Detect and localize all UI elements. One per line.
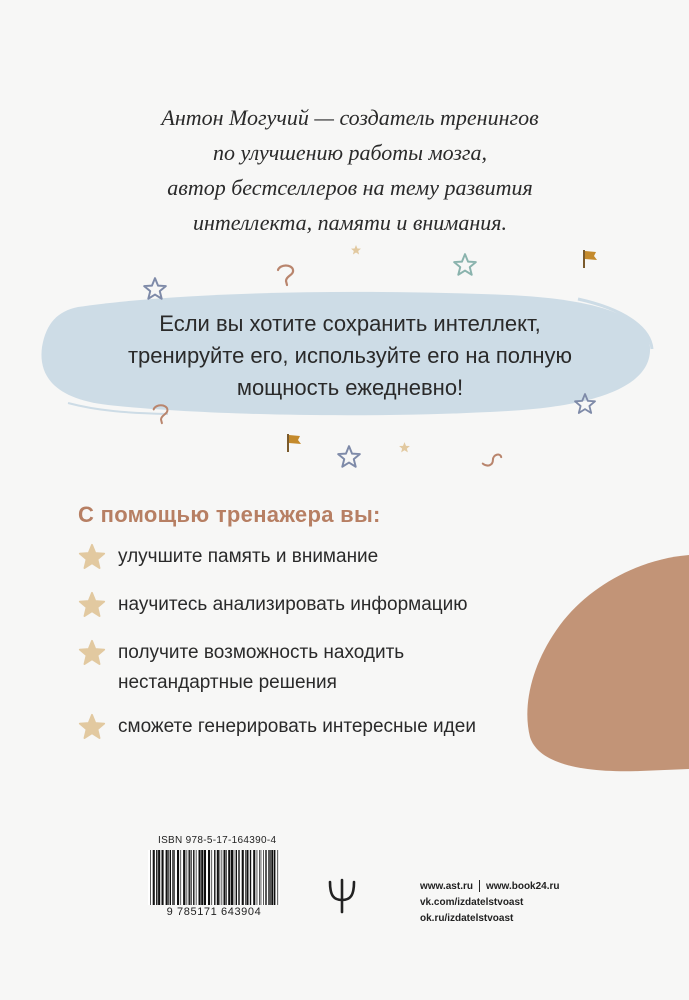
barcode-bar [158,850,160,905]
barcode-bar [217,850,219,905]
barcode-bar [168,850,169,905]
barcode-bar [170,850,171,905]
swirl-icon [274,262,298,288]
barcode-bar [269,850,270,905]
barcode-bar [268,850,269,905]
quote-line: тренируйте его, используйте его на полную [127,343,572,368]
barcode-bar [271,850,273,905]
swirl-icon [480,448,504,470]
flag-icon [580,248,600,270]
flag-icon [284,432,304,454]
divider [479,880,480,892]
barcode-bar [222,850,223,905]
barcode-bar [208,850,210,905]
barcode-bar [204,850,206,905]
benefit-text: сможете генерировать интересные идеи [118,716,476,737]
author-bio-line: по улучшению работы мозга, [212,140,487,165]
star-icon [336,444,362,470]
barcode-bar [238,850,239,905]
barcode-bar [196,850,197,905]
barcode-bar [153,850,155,905]
author-bio [70,100,630,240]
barcode-bar [259,850,260,905]
quote-line: Если вы хотите сохранить интеллект, [159,311,541,336]
barcode-bar [162,850,164,905]
barcode-bar [214,850,215,905]
barcode-bar [201,850,203,905]
barcode-bar [174,850,175,905]
barcode-bar [188,850,189,905]
star-icon [78,639,106,667]
quote [60,308,640,404]
barcode [148,850,280,905]
barcode-bar [199,850,201,905]
barcode-bar [236,850,237,905]
barcode-bar [220,850,221,905]
barcode-bar [150,850,151,905]
barcode-bar [186,850,187,905]
barcode-bar [183,850,185,905]
barcode-bar [224,850,226,905]
barcode-bar [263,850,264,905]
star-icon [142,276,168,302]
barcode-bar [166,850,168,905]
barcode-bar [211,850,212,905]
isbn-label: ISBN 978-5-17-164390-4 [158,835,277,846]
star-icon [398,441,411,454]
barcode-bar [226,850,227,905]
star-icon [452,252,478,278]
author-bio-line: интеллекта, памяти и внимания. [193,210,507,235]
barcode-bar [189,850,190,905]
publisher-links [420,879,560,927]
benefit-text: нестандартные решения [118,672,337,693]
barcode-bar [180,850,181,905]
link-book24[interactable]: www.book24.ru [485,881,560,892]
barcode-bar [156,850,157,905]
link-ok[interactable]: ok.ru/izdatelstvoast [420,913,514,924]
barcode-bar [246,850,248,905]
barcode-bar [261,850,262,905]
barcode-bar [265,850,266,905]
barcode-bar [228,850,230,905]
author-bio-line: автор бестселлеров на тему развития [167,175,533,200]
star-icon [78,713,106,741]
psi-logo-icon [326,876,358,916]
barcode-bar [253,850,255,905]
benefit-text: получите возможность находить [118,642,405,663]
decorative-brown-blob [520,545,689,775]
star-icon [78,543,106,571]
swirl-icon [150,402,172,426]
barcode-bar [257,850,258,905]
star-icon [350,244,362,256]
barcode-bar [277,850,278,905]
link-vk[interactable]: vk.com/izdatelstvoast [420,897,524,908]
star-icon [573,392,597,416]
barcode-bar [242,850,244,905]
benefit-text: улучшите память и внимание [118,546,379,567]
barcode-bar [245,850,246,905]
barcode-bar [177,850,179,905]
barcode-digits: 9 785171 643904 [166,906,262,918]
link-ast[interactable]: www.ast.ru [420,881,473,892]
quote-line: мощность ежедневно! [236,375,464,400]
barcode-bar [250,850,251,905]
author-bio-line: Антон Могучий — создатель тренингов [161,105,539,130]
barcode-bar [193,850,194,905]
barcode-bar [231,850,233,905]
barcode-bar [172,850,173,905]
barcode-bar [274,850,275,905]
star-icon [78,591,106,619]
benefit-text: научитесь анализировать информацию [118,594,468,615]
barcode-bar [234,850,235,905]
barcode-bar [191,850,192,905]
benefits-heading: С помощью тренажера вы: [78,502,381,527]
